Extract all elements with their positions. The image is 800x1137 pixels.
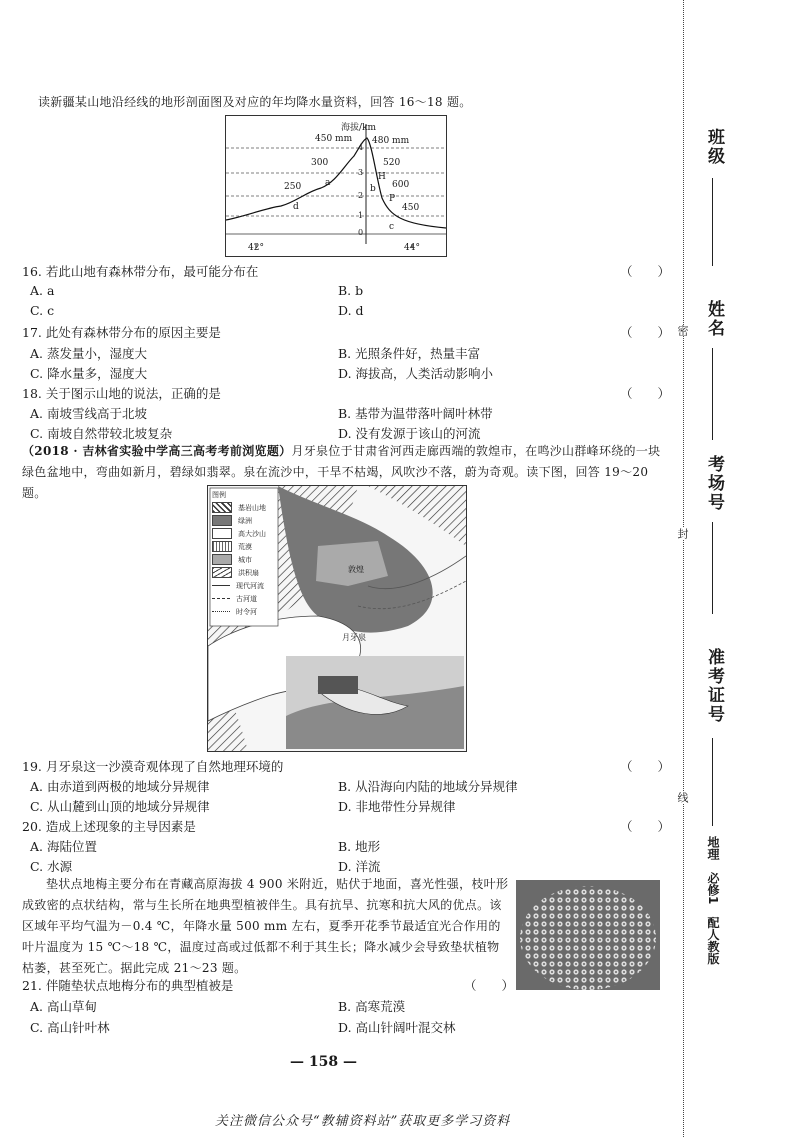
desert-swatch [212,541,232,552]
legend-item-fan [212,566,276,579]
q19-stem: 19. 月牙泉这一沙漠奇观体现了自然地理环境的 [22,759,284,774]
class-blank[interactable] [712,178,713,266]
oasis-swatch [212,515,232,526]
q21-stem: 21. 伴随垫状点地梅分布的典型植被是 [22,978,234,993]
q18-stem: 18. 关于图示山地的说法，正确的是 [22,386,221,401]
q16-stem: 16. 若此山地有森林带分布，最可能分布在 [22,264,259,279]
legend-label: 城市 [238,555,252,564]
q20-option-a[interactable]: A. 海陆位置 [30,839,97,854]
legend-label: 基岩山地 [238,503,266,512]
q20-answer-bracket[interactable]: （ ） [620,819,671,834]
seal-mark-mi: 密 [676,325,689,336]
y-tick-3: 3 [358,168,364,177]
q17-stem: 17. 此处有森林带分布的原因主要是 [22,325,221,340]
legend-label: 现代河流 [236,581,264,590]
q20-option-c[interactable]: C. 水源 [30,859,73,874]
dune-swatch [212,528,232,539]
legend-label: 荒漠 [238,542,252,551]
q19-answer-bracket[interactable]: （ ） [620,759,671,774]
q19-option-a[interactable]: A. 由赤道到两极的地域分异规律 [30,779,210,794]
legend-label: 时令河 [236,607,257,616]
q18-option-b[interactable]: B. 基带为温带落叶阔叶林带 [338,406,493,421]
south-precip-3: 600 [392,180,410,190]
q21-option-a[interactable]: A. 高山草甸 [30,999,97,1014]
terrain-profile-figure [225,115,447,257]
q17-option-d[interactable]: D. 海拔高，人类活动影响小 [338,366,494,381]
legend-item-bedrock [212,501,276,514]
yueyaquan-map-figure [207,485,467,752]
north-precip-2: 300 [311,158,329,168]
q18-option-a[interactable]: A. 南坡雪线高于北坡 [30,406,147,421]
class-label: 班级 [704,128,724,166]
q20-stem: 20. 造成上述现象的主导因素是 [22,819,196,834]
q19-option-b[interactable]: B. 从沿海向内陆的地域分异规律 [338,779,518,794]
legend-item-city [212,553,276,566]
room-label: 考场号 [704,455,724,512]
q17-option-b[interactable]: B. 光照条件好，热量丰富 [338,346,481,361]
q16-answer-bracket[interactable]: （ ） [620,264,671,279]
spring-label: 月牙泉 [342,633,366,642]
ancient-swatch [212,598,230,599]
footer-note: 关注微信公众号“教辅资料站”获取更多学习资料 [215,1114,511,1129]
south-precip-2: 520 [383,158,401,168]
legend-item-seasonal [212,605,276,618]
intro-19-20-source: （2018 · 吉林省实验中学高三高考考前浏览题） [22,444,292,458]
y-tick-0: 0 [358,228,364,237]
q18-option-d[interactable]: D. 没有发源于该山的河流 [338,426,481,441]
legend-item-dune [212,527,276,540]
q16-option-d[interactable]: D. d [338,303,364,318]
zone-h: H [378,172,386,182]
q21-answer-bracket[interactable]: （ ） [464,978,515,993]
q20-option-d[interactable]: D. 洋流 [338,859,381,874]
south-precip-1: 480 mm [372,136,410,146]
room-blank[interactable] [712,522,713,614]
q19-option-d[interactable]: D. 非地带性分异规律 [338,799,456,814]
id-label: 准考证号 [704,648,724,724]
y-axis-label: 海拔/km [341,123,377,133]
intro-16-18: 读新疆某山地沿经线的地形剖面图及对应的年均降水量资料，回答 16～18 题。 [38,95,472,109]
q18-option-c[interactable]: C. 南坡自然带较北坡复杂 [30,426,173,441]
city-swatch [212,554,232,565]
x-tick-44: 44° [404,243,420,253]
bedrock-swatch [212,502,232,513]
legend-label: 高大沙山 [238,529,266,538]
intro-19-20-text: 月牙泉位于甘肃省河西走廊西端的敦煌市，在鸣沙山群峰环绕的一块绿色盆地中，弯曲如新月，碧绿如翡翠。泉在流沙中，干旱不枯竭，风吹沙不落，蔚为奇观。读下图，回答 19～20 题。 [22,444,661,500]
zone-p: P [389,194,396,204]
cushion-plant-photo [516,880,660,990]
name-label: 姓名 [704,300,724,338]
legend-label: 绿洲 [238,516,252,525]
north-precip-3: 250 [284,182,302,192]
page-number: — 158 — [290,1054,357,1070]
legend-title [212,488,276,501]
x-tick-42: 42° [248,243,264,253]
q17-answer-bracket[interactable]: （ ） [620,325,671,340]
q19-option-c[interactable]: C. 从山麓到山顶的地域分异规律 [30,799,210,814]
y-tick-4: 4 [358,143,364,152]
zone-d: d [293,202,299,212]
zone-a: a [325,178,331,188]
seal-mark-feng: 封 [676,528,689,539]
fan-swatch [212,567,232,578]
legend-label: 古河道 [236,594,257,603]
q16-option-b[interactable]: B. b [338,283,364,298]
q21-option-d[interactable]: D. 高山针阔叶混交林 [338,1020,456,1035]
name-blank[interactable] [712,348,713,440]
y-tick-2: 2 [358,191,364,200]
seasonal-swatch [212,611,230,612]
subject-tag: 地理 必修1 配人教版 [706,836,720,965]
legend-label: 洪积扇 [238,568,259,577]
id-blank[interactable] [712,738,713,826]
map-legend [212,488,276,618]
north-precip-1: 450 mm [315,134,353,144]
legend-item-ancient [212,592,276,605]
zone-c: c [389,222,395,232]
zone-b: b [370,184,376,194]
legend-item-oasis [212,514,276,527]
q20-option-b[interactable]: B. 地形 [338,839,381,854]
q17-option-c[interactable]: C. 降水量多，湿度大 [30,366,148,381]
y-tick-1: 1 [358,211,364,220]
legend-item-desert [212,540,276,553]
binding-cut-line [683,0,684,1137]
q17-option-a[interactable]: A. 蒸发量小，湿度大 [30,346,147,361]
city-label: 敦煌 [348,565,364,574]
seal-mark-xian: 线 [676,792,689,803]
q21-option-c[interactable]: C. 高山针叶林 [30,1020,110,1035]
q16-option-c[interactable]: C. c [30,303,55,318]
q21-option-b[interactable]: B. 高寒荒漠 [338,999,406,1014]
intro-21-23: 垫状点地梅主要分布在青藏高原海拔 4 900 米附近，贴伏于地面，喜光性强，枝叶形成致密的点状结构，常与生长所在地典型植被伴生。具有抗旱、抗寒和抗大风的优点。该区域年平均气温为－0.4 ℃，年降水量 500 mm 左右，夏季开花季节最适宜光合作用的叶片温度为 15 ℃～18 ℃，温度过高或过低都不利于其生长；降水减少会导致垫状植物枯萎，甚至死亡。据此完成 21～23 题。 [22,877,509,975]
cushion-plant-svg [516,880,660,990]
south-precip-4: 450 [402,203,420,213]
legend-item-river [212,579,276,592]
legend-title-text: 图例 [212,490,226,499]
q18-answer-bracket[interactable]: （ ） [620,386,671,401]
q16-option-a[interactable]: A. a [30,283,55,298]
river-swatch [212,585,230,586]
